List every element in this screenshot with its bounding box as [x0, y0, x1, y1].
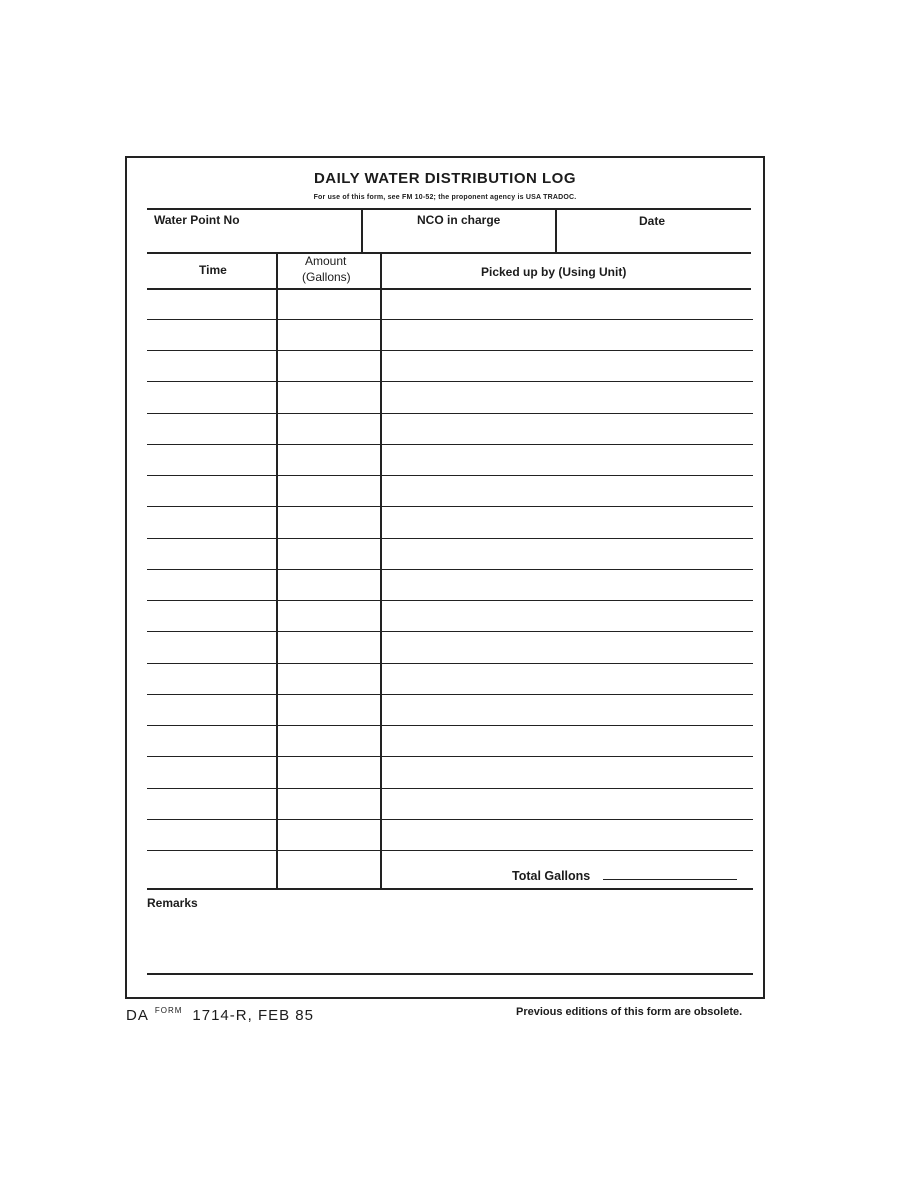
table-row-line [147, 569, 753, 570]
nco-in-charge-field[interactable] [363, 210, 555, 252]
table-row-line [147, 506, 753, 507]
table-row-line [147, 756, 753, 757]
table-row-line [147, 538, 753, 539]
table-header-rule [147, 288, 751, 290]
obsolete-note: Previous editions of this form are obsolete. [516, 1006, 743, 1018]
water-point-no-label: Water Point No [154, 213, 240, 227]
form-number [126, 1006, 314, 1024]
table-row-line [147, 725, 753, 726]
table-row-line [147, 413, 753, 414]
remarks-rule [147, 973, 753, 975]
form-number-text: 1714-R, FEB 85 [192, 1007, 314, 1024]
nco-in-charge-label: NCO in charge [417, 213, 501, 227]
table-row-line [147, 819, 753, 820]
column-header-gallons: (Gallons) [302, 270, 351, 284]
column-header-picked-up-by: Picked up by (Using Unit) [481, 265, 627, 279]
date-field[interactable] [557, 210, 753, 252]
table-row-line [147, 694, 753, 695]
form-word: FORM [154, 1006, 183, 1015]
column-divider-amount [380, 252, 382, 890]
water-point-no-field[interactable] [147, 210, 361, 252]
column-header-amount: Amount [305, 254, 347, 268]
total-gallons-label: Total Gallons [512, 869, 591, 883]
table-row-line [147, 350, 753, 351]
remarks-field[interactable] [147, 891, 755, 973]
table-rule-top [147, 252, 751, 254]
table-row-line [147, 850, 753, 851]
table-row-line [147, 631, 753, 632]
table-row-line [147, 663, 753, 664]
table-row-line [147, 475, 753, 476]
table-row-line [147, 444, 753, 445]
table-rule-bottom [147, 888, 753, 890]
water-log-form [125, 156, 765, 999]
remarks-label: Remarks [147, 896, 198, 910]
table-row-line [147, 600, 753, 601]
column-divider-time [276, 252, 278, 890]
total-gallons-field[interactable] [603, 879, 737, 880]
form-title: DAILY WATER DISTRIBUTION LOG [313, 170, 577, 187]
table-row-line [147, 788, 753, 789]
column-header-time: Time [199, 263, 227, 277]
table-row-line [147, 381, 753, 382]
form-prefix: DA [126, 1007, 149, 1024]
table-row-line [147, 319, 753, 320]
form-subtitle: For use of this form, see FM 10-52; the proponent agency is USA TRADOC. [313, 194, 577, 201]
date-label: Date [639, 214, 666, 228]
